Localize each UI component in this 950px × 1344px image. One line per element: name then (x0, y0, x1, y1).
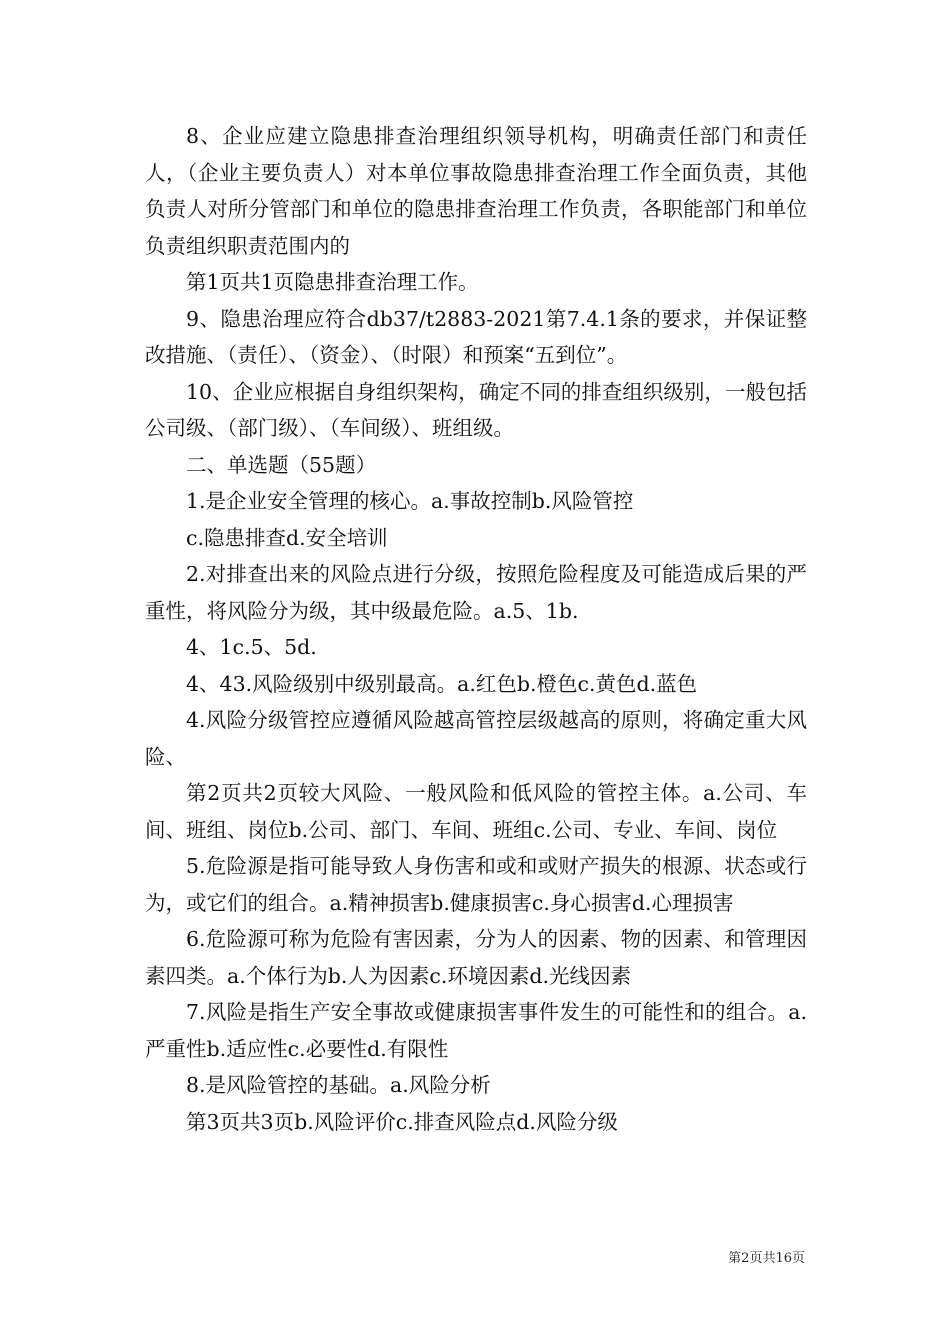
paragraph: 8、企业应建立隐患排查治理组织领导机构，明确责任部门和责任人，（企业主要负责人）对本单位事故隐患排查治理工作全面负责，其他负责人对所分管部门和单位的隐患排查治理工作负责，各职能部门和单位负责组织职责范围内的 (145, 124, 807, 258)
section-heading: 二、单选题（55题） (186, 452, 377, 477)
question: 4、43.风险级别中级别最高。a.红色b.橙色c.黄色d.蓝色 (186, 671, 698, 696)
page-number-footer: 第2页共16页 (728, 1251, 805, 1266)
question: 6.危险源可称为危险有害因素，分为人的因素、物的因素、和管理因素四类。a.个体行为b.人为因素c.环境因素d.光线因素 (145, 927, 807, 988)
question-options: 第3页共3页b.风险评价c.排查风险点d.风险分级 (186, 1109, 618, 1134)
paragraph: 10、企业应根据自身组织架构，确定不同的排查组织级别，一般包括公司级、（部门级）、（车间级）、班组级。 (145, 379, 807, 440)
paragraph: 9、隐患治理应符合db37/t2883-2021第7.4.1条的要求，并保证整改措施、（责任）、（资金）、（时限）和预案“五到位”。 (145, 306, 807, 367)
question: 4.风险分级管控应遵循风险越高管控层级越高的原则，将确定重大风险、 (145, 708, 807, 769)
paragraph: 第1页共1页隐患排查治理工作。 (186, 270, 479, 294)
question-options: 第2页共2页较大风险、一般风险和低风险的管控主体。a.公司、车间、班组、岗位b.公司、部门、车间、班组c.公司、专业、车间、岗位 (145, 781, 807, 842)
document-body (145, 118, 807, 1140)
question: 1.是企业安全管理的核心。a.事故控制b.风险管控 (186, 489, 634, 513)
question: 8.是风险管控的基础。a.风险分析 (186, 1073, 491, 1097)
question: 7.风险是指生产安全事故或健康损害事件发生的可能性和的组合。a.严重性b.适应性c.必要性d.有限性 (145, 1000, 807, 1061)
question-options: 4、1c.5、5d. (186, 635, 317, 659)
question: 5.危险源是指可能导致人身伤害和或和或财产损失的根源、状态或行为，或它们的组合。a.精神损害b.健康损害c.身心损害d.心理损害 (145, 854, 807, 915)
question-options: c.隐患排查d.安全培训 (186, 525, 388, 550)
question: 2.对排查出来的风险点进行分级，按照危险程度及可能造成后果的严重性，将风险分为级，其中级最危险。a.5、1b. (145, 562, 807, 623)
